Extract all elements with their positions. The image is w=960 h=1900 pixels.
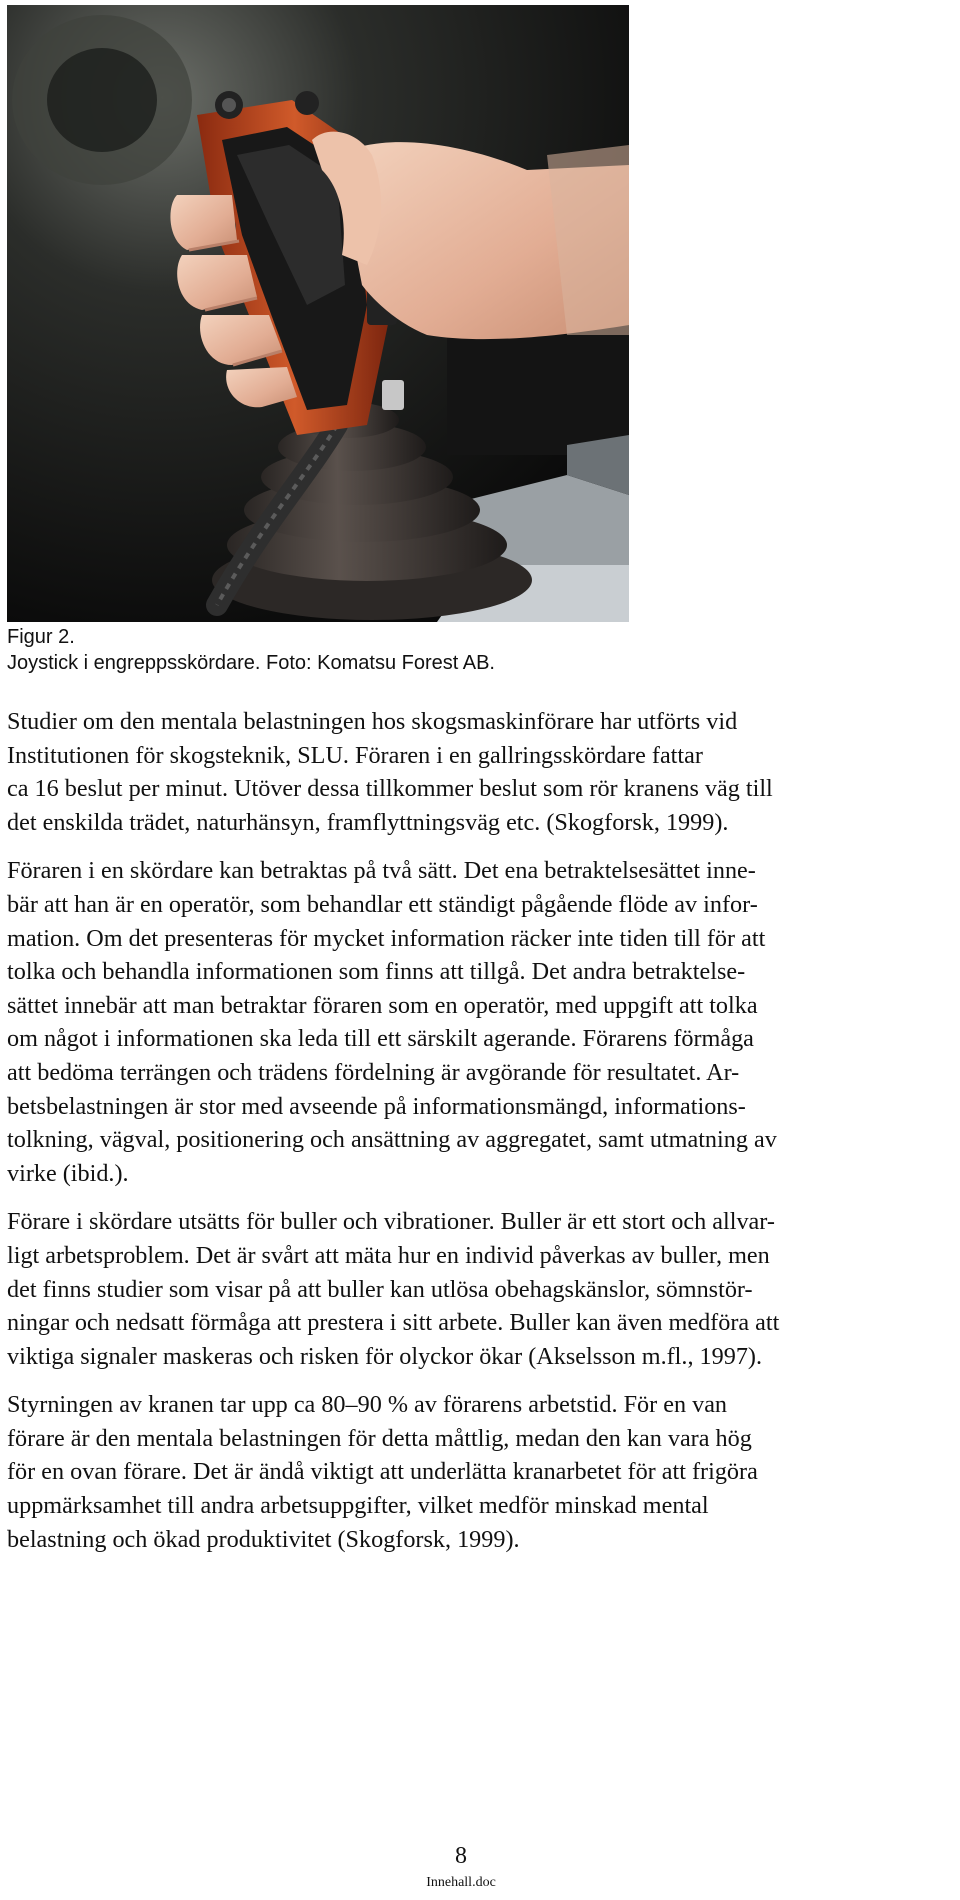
text-line: ligt arbetsproblem. Det är svårt att mäta hur en individ påverkas av buller, men xyxy=(7,1241,770,1269)
text-line: sättet innebär att man betraktar föraren som en operatör, med uppgift att tolka xyxy=(7,991,758,1019)
text-line: virke (ibid.). xyxy=(7,1159,129,1187)
text-line: ningar och nedsatt förmåga att prestera i sitt arbete. Buller kan även medföra att xyxy=(7,1309,780,1337)
text-line: viktiga signaler maskeras och risken för olyckor ökar (Akselsson m.fl., 1997). xyxy=(7,1342,763,1370)
text-line: det finns studier som visar på att buller kan utlösa obehagskänslor, sömnstör- xyxy=(7,1275,753,1303)
text-line: för en ovan förare. Det är ändå viktigt att underlätta kranarbetet för att frigöra xyxy=(7,1458,758,1486)
text-line: Institutionen för skogsteknik, SLU. Föraren i en gallringsskördare fattar xyxy=(7,741,703,769)
caption-text: Joystick i engreppsskördare. Foto: Komatsu Forest AB. xyxy=(7,652,495,674)
paragraph xyxy=(7,705,955,839)
footer-file-name: Innehall.doc xyxy=(426,1875,496,1890)
text-line: det enskilda trädet, naturhänsyn, framflyttningsväg etc. (Skogforsk, 1999). xyxy=(7,808,729,836)
joystick-photo xyxy=(7,5,629,622)
text-line: belastning och ökad produktivitet (Skogforsk, 1999). xyxy=(7,1525,520,1553)
text-line: tolkning, vägval, positionering och ansättning av aggregatet, samt utmatning av xyxy=(7,1126,777,1154)
text-line: mation. Om det presenteras för mycket information räcker inte tiden till för att xyxy=(7,924,766,952)
text-line: tolka och behandla informationen som finns att tillgå. Det andra betraktelse- xyxy=(7,958,746,986)
text-line: Styrningen av kranen tar upp ca 80–90 % av förarens arbetstid. För en van xyxy=(7,1391,728,1419)
paragraph xyxy=(7,1205,955,1373)
paragraph xyxy=(7,854,955,1190)
text-line: om något i informationen ska leda till ett särskilt agerande. Förarens förmåga xyxy=(7,1025,754,1053)
caption-label: Figur 2. xyxy=(7,626,75,648)
page-number: 8 xyxy=(455,1843,467,1869)
text-line: uppmärksamhet till andra arbetsuppgifter, vilket medför minskad mental xyxy=(7,1492,709,1520)
paragraph xyxy=(7,1388,955,1556)
text-line: betsbelastningen är stor med avseende på informationsmängd, informations- xyxy=(7,1092,746,1120)
figure-caption xyxy=(7,624,907,676)
text-line: att bedöma terrängen och trädens fördelning är avgörande för resultatet. Ar- xyxy=(7,1058,740,1086)
text-line: Föraren i en skördare kan betraktas på två sätt. Det ena betraktelsesättet inne- xyxy=(7,857,756,885)
text-line: bär att han är en operatör, som behandlar ett ständigt pågående flöde av infor- xyxy=(7,890,758,918)
text-line: ca 16 beslut per minut. Utöver dessa tillkommer beslut som rör kranens väg till xyxy=(7,775,773,803)
text-line: Förare i skördare utsätts för buller och vibrationer. Buller är ett stort och allvar- xyxy=(7,1208,775,1236)
joystick-photo-illustration xyxy=(7,5,629,622)
body-text xyxy=(7,705,955,1571)
text-line: Studier om den mentala belastningen hos skogsmaskinförare har utförts vid xyxy=(7,708,738,735)
text-line: förare är den mentala belastningen för detta måttlig, medan den kan vara hög xyxy=(7,1424,752,1452)
